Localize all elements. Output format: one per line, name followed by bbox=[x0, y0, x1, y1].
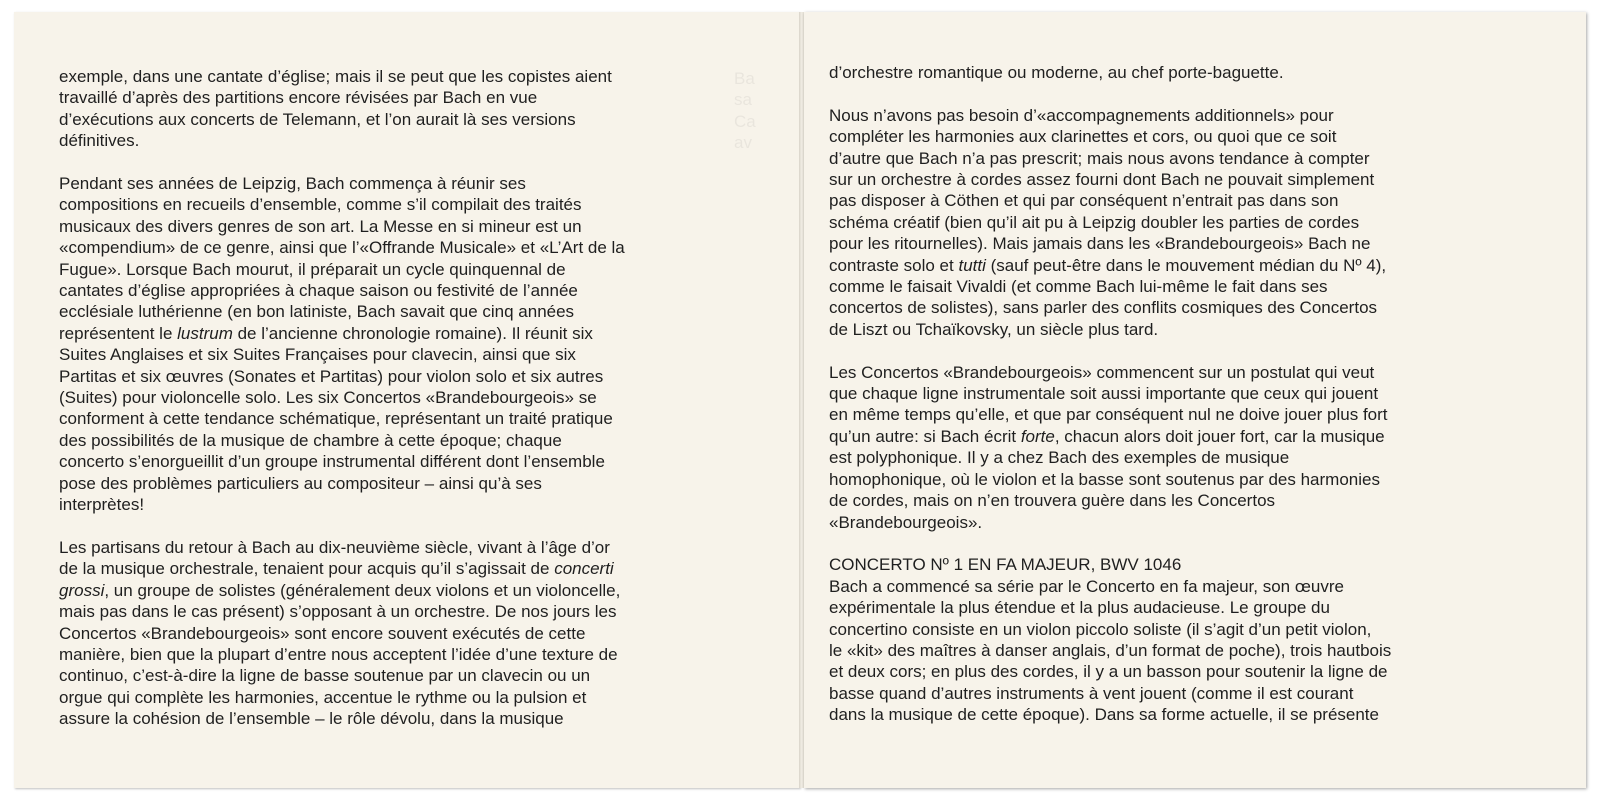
text-line: en même temps qu’elle, et que par conséquent nul ne doive jouer plus fort bbox=[829, 405, 1388, 425]
left-page-text bbox=[59, 66, 759, 730]
text-line: de la musique orchestrale, tenaient pour acquis qu’il s’agissait de concerti bbox=[59, 559, 614, 579]
text-line: musicaux des divers genres de son art. La Messe en si mineur est un bbox=[59, 216, 582, 236]
text-line: exemple, dans une cantate d’église; mais il se peut que les copistes aient bbox=[59, 67, 612, 86]
section-concerto-1 bbox=[829, 554, 1529, 725]
text-line: que chaque ligne instrumentale soit aussi importante que ceux qui jouent bbox=[829, 384, 1379, 404]
text-line: Suites Anglaises et six Suites Françaises pour clavecin, ainsi que six bbox=[59, 345, 576, 365]
text-line: schéma créatif (bien qu’il ait pu à Leipzig doubler les parties de cordes bbox=[829, 212, 1360, 232]
right-page-text bbox=[829, 62, 1529, 726]
left-paragraph-1 bbox=[59, 66, 759, 152]
text-line: contraste solo et tutti (sauf peut-être dans le mouvement médian du Nº 4), bbox=[829, 255, 1387, 275]
text-line: comme le faisait Vivaldi (et comme Bach lui-même le fait dans ses bbox=[829, 277, 1328, 297]
text-line: (Suites) pour violoncelle solo. Les six Concertos «Brandebourgeois» se bbox=[59, 388, 597, 408]
section-heading: CONCERTO Nº 1 EN FA MAJEUR, BWV 1046 bbox=[829, 555, 1182, 575]
text-line: manière, bien que la plupart d’entre nous acceptent l’idée d’une texture de bbox=[59, 644, 618, 664]
text-line: d’autre que Bach n’a pas prescrit; mais nous avons tendance à compter bbox=[829, 148, 1370, 168]
text-line: Les partisans du retour à Bach au dix-neuvième siècle, vivant à l’âge d’or bbox=[59, 537, 610, 557]
text-line: pas disposer à Cöthen et qui par conséquent n’entrait pas dans son bbox=[829, 191, 1339, 211]
right-paragraph-2 bbox=[829, 105, 1529, 340]
text-line: est polyphonique. Il y a chez Bach des exemples de musique bbox=[829, 448, 1290, 468]
text-line: cantates d’église appropriées à chaque saison ou festivité de l’année bbox=[59, 281, 578, 301]
text-line: d’exécutions aux concerts de Telemann, et l’on aurait là ses versions bbox=[59, 109, 576, 129]
text-line: de Liszt ou Tchaïkovsky, un siècle plus tard. bbox=[829, 319, 1159, 339]
text-line: «Brandebourgeois». bbox=[829, 512, 983, 532]
text-line: dans la musique de cette époque). Dans sa forme actuelle, il se présente bbox=[829, 705, 1379, 725]
text-line: pour les ritournelles). Mais jamais dans les «Brandebourgeois» Bach ne bbox=[829, 234, 1371, 254]
text-line: le «kit» des maîtres à danser anglais, d’un format de poche), trois hautbois bbox=[829, 640, 1392, 660]
text-line: concerto s’enorgueillit d’un groupe instrumental différent dont l’ensemble bbox=[59, 452, 605, 472]
text-line: homophonique, où le violon et la basse sont soutenus par des harmonies bbox=[829, 469, 1380, 489]
text-line: qu’un autre: si Bach écrit forte, chacun alors doit jouer fort, car la musique bbox=[829, 426, 1385, 446]
text-line: d’orchestre romantique ou moderne, au chef porte-baguette. bbox=[829, 63, 1284, 82]
text-line: représentent le lustrum de l’ancienne chronologie romaine). Il réunit six bbox=[59, 323, 593, 343]
text-line: grossi, un groupe de solistes (généralement deux violons et un violoncelle, bbox=[59, 580, 621, 600]
text-line: mais pas dans le cas présent) s’opposant à un orchestre. De nos jours les bbox=[59, 602, 617, 622]
text-line: Les Concertos «Brandebourgeois» commencent sur un postulat qui veut bbox=[829, 362, 1375, 382]
text-line: Fugue». Lorsque Bach mourut, il préparait un cycle quinquennal de bbox=[59, 259, 566, 279]
text-line: de cordes, mais on n’en trouvera guère dans les Concertos bbox=[829, 491, 1276, 511]
text-line: des possibilités de la musique de chambre à cette époque; chaque bbox=[59, 430, 562, 450]
text-line: travaillé d’après des partitions encore révisées par Bach en vue bbox=[59, 88, 538, 108]
text-line: assure la cohésion de l’ensemble – le rôle dévolu, dans la musique bbox=[59, 709, 564, 729]
text-line: basse quand d’autres instruments à vent jouent (comme il est courant bbox=[829, 683, 1354, 703]
text-line: «compendium» de ce genre, ainsi que l’«Offrande Musicale» et «L’Art de la bbox=[59, 238, 625, 258]
text-line: Partitas et six œuvres (Sonates et Partitas) pour violon solo et six autres bbox=[59, 366, 604, 386]
text-line: orgue qui complète les harmonies, accentue le rythme ou la pulsion et bbox=[59, 687, 587, 707]
text-line: conforment à cette tendance schématique, représentant un traité pratique bbox=[59, 409, 613, 429]
left-page bbox=[14, 12, 800, 788]
text-line: continuo, c’est-à-dire la ligne de basse soutenue par un clavecin ou un bbox=[59, 666, 591, 686]
text-line: Nous n’avons pas besoin d’«accompagnements additionnels» pour bbox=[829, 105, 1334, 125]
text-line: et deux cors; en plus des cordes, il y a un basson pour soutenir la ligne de bbox=[829, 662, 1388, 682]
text-line: compositions en recueils d’ensemble, comme s’il compilait des traités bbox=[59, 195, 582, 215]
text-line: interprètes! bbox=[59, 495, 145, 515]
text-line: définitives. bbox=[59, 131, 140, 151]
text-line: sur un orchestre à cordes assez fourni dont Bach ne pouvait simplement bbox=[829, 170, 1375, 190]
right-paragraph-1 bbox=[829, 62, 1529, 83]
right-paragraph-3 bbox=[829, 362, 1529, 533]
show-through-left: Ba sa Ca av bbox=[734, 69, 756, 153]
text-line: Pendant ses années de Leipzig, Bach commença à réunir ses bbox=[59, 174, 526, 194]
left-paragraph-3 bbox=[59, 537, 759, 730]
text-line: Concertos «Brandebourgeois» sont encore souvent exécutés de cette bbox=[59, 623, 586, 643]
right-page bbox=[804, 12, 1586, 788]
text-line: expérimentale la plus étendue et la plus audacieuse. Le groupe du bbox=[829, 598, 1330, 618]
text-line: pose des problèmes particuliers au compositeur – ainsi qu’à ses bbox=[59, 473, 542, 493]
text-line: concertos de solistes), sans parler des conflits cosmiques des Concertos bbox=[829, 298, 1378, 318]
text-line: Bach a commencé sa série par le Concerto en fa majeur, son œuvre bbox=[829, 576, 1344, 596]
left-paragraph-2 bbox=[59, 173, 759, 516]
text-line: compléter les harmonies aux clarinettes et cors, ou quoi que ce soit bbox=[829, 127, 1337, 147]
text-line: ecclésiale luthérienne (en bon latiniste, Bach savait que cinq années bbox=[59, 302, 575, 322]
text-line: concertino consiste en un violon piccolo soliste (il s’agit d’un petit violon, bbox=[829, 619, 1372, 639]
